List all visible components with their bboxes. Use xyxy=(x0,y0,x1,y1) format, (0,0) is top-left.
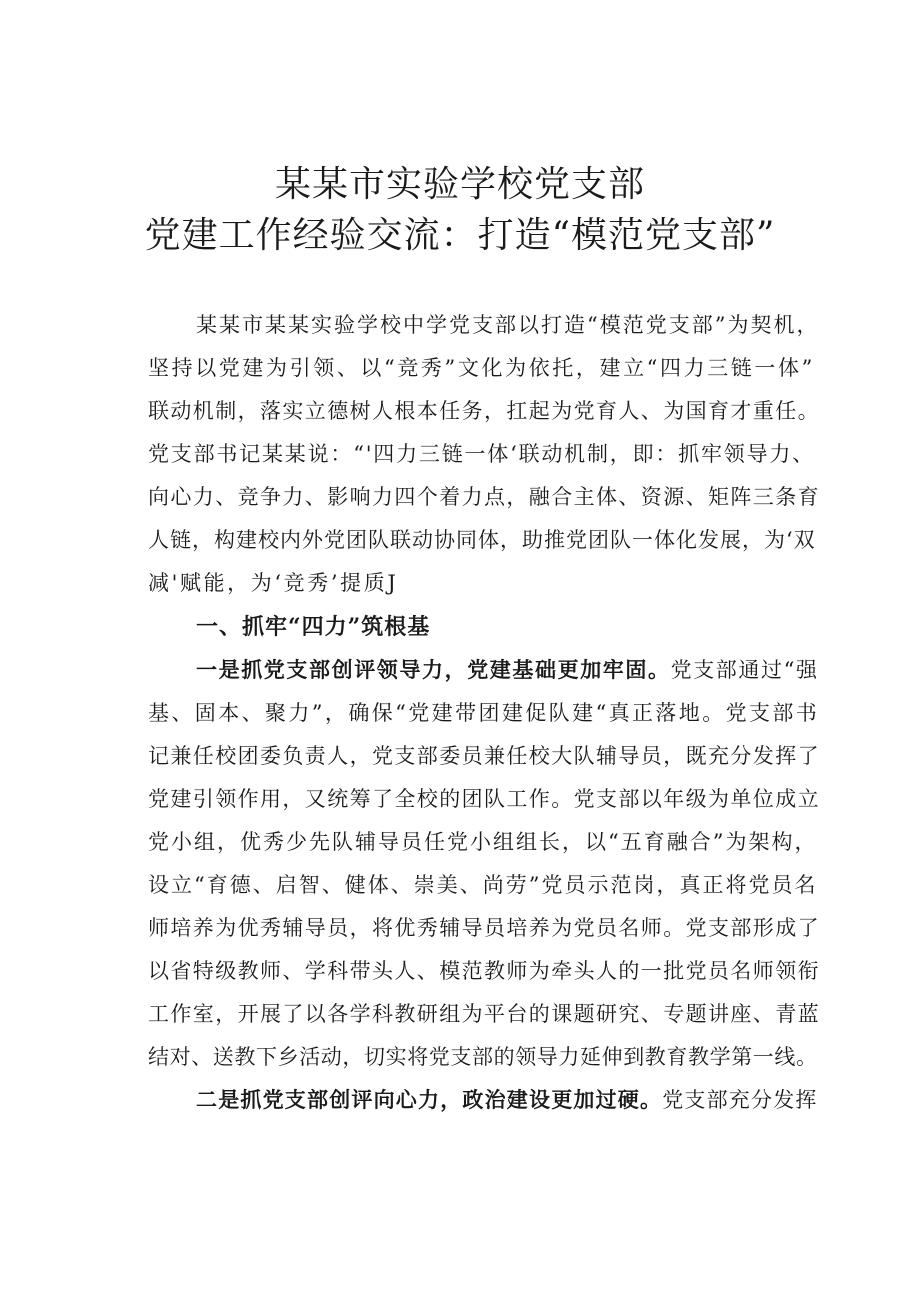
intro-line: 某某市某某实验学校中学党支部以打造“模范党支部”为契机， xyxy=(196,313,820,337)
document-title-line-2: 党建工作经验交流：打造“模范党支部” xyxy=(144,215,776,256)
paragraph-line: 以省特级教师、学科带头人、模范教师为牵头人的一批党员名师领衔 xyxy=(148,959,820,983)
paragraph-line: 结对、送教下乡活动，切实将党支部的领导力延伸到教育教学第一线。 xyxy=(148,1045,818,1069)
intro-line: 联动机制，落实立德树人根本任务，扛起为党育人、为国育才重任。 xyxy=(148,399,820,423)
intro-line: 人链，构建校内外党团队联动协同体，助推党团队一体化发展，为‘双 xyxy=(148,528,816,552)
paragraph-1-first-line xyxy=(196,655,820,685)
intro-line: 党支部书记某某说：“'四力三链一体‘联动机制，即：抓牢领导力、 xyxy=(148,442,815,466)
paragraph-line: 党建引领作用，又统筹了全校的团队工作。党支部以年级为单位成立 xyxy=(148,787,820,811)
intro-line: 减'赋能，为‘竞秀’提质J xyxy=(148,571,399,595)
intro-line: 坚持以党建为引领、以“竞秀”文化为依托，建立“四力三链一体” xyxy=(148,356,815,380)
paragraph-line: 记兼任校团委负责人，党支部委员兼任校大队辅导员，既充分发挥了 xyxy=(148,744,820,768)
intro-line: 向心力、竞争力、影响力四个着力点，融合主体、资源、矩阵三条育 xyxy=(148,485,820,509)
paragraph-2-lead: 二是抓党支部创评向心力，政治建设更加过硬。 xyxy=(196,1087,663,1112)
paragraph-line: 师培养为优秀辅导员，将优秀辅导员培养为党员名师。党支部形成了 xyxy=(148,916,820,940)
paragraph-2-first-line xyxy=(196,1085,820,1115)
paragraph-1-lead: 一是抓党支部创评领导力，党建基础更加牢固。 xyxy=(196,657,671,682)
section-heading: 一、抓牢“四力”筑根基 xyxy=(196,614,431,640)
document-title-line-1: 某某市实验学校党支部 xyxy=(274,164,645,205)
paragraph-line: 党小组，优秀少先队辅导员任党小组组长，以“五育融合”为架构， xyxy=(148,830,818,854)
paragraph-line: 设立“育德、启智、健体、崇美、尚劳”党员示范岗，真正将党员名 xyxy=(148,873,818,897)
paragraph-1-lead-rest: 党支部通过“强 xyxy=(670,658,819,682)
paragraph-line: 工作室，开展了以各学科教研组为平台的课题研究、专题讲座、青蓝 xyxy=(148,1002,820,1026)
paragraph-2-lead-rest: 党支部充分发挥 xyxy=(662,1088,818,1112)
paragraph-line: 基、固本、聚力”，确保“党建带团建促队建“真正落地。党支部书 xyxy=(148,701,820,725)
